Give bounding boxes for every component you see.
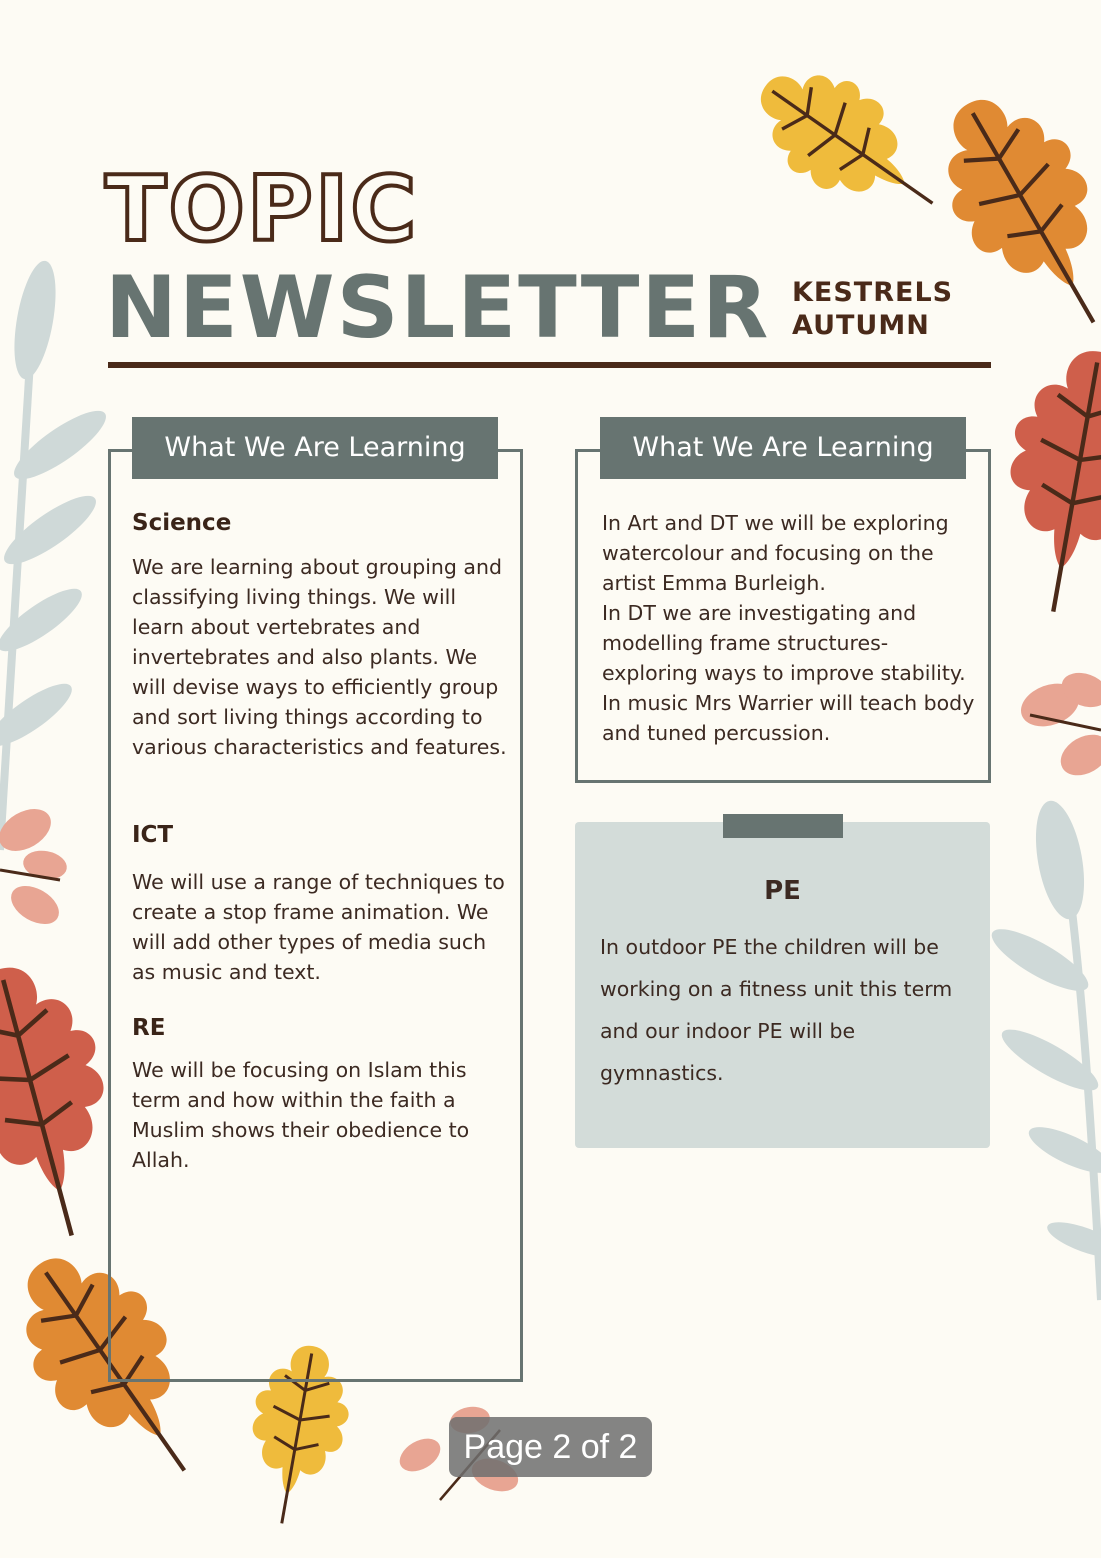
page-indicator: Page 2 of 2 (449, 1417, 652, 1477)
leaf-pink-right (1015, 667, 1101, 784)
leaf-red-right (985, 340, 1101, 624)
re-heading: RE (132, 1015, 166, 1041)
right-panel-heading: What We Are Learning (600, 417, 966, 479)
title-newsletter: NEWSLETTER (105, 258, 771, 358)
re-body: We will be focusing on Islam this term and how within the faith a Muslim shows their obedience to Allah. (132, 1058, 470, 1172)
leaf-yellow-top (735, 43, 963, 247)
term-name: AUTUMN (792, 310, 930, 341)
class-name: KESTRELS (792, 277, 954, 308)
dt-line: In DT we are investigating and modelling frame structures- exploring ways to improve stability. (602, 601, 966, 685)
music-line: In music Mrs Warrier will teach body and tuned percussion. (602, 691, 975, 745)
science-heading: Science (132, 510, 232, 536)
ict-body: We will use a range of techniques to create a stop frame animation. We will add other types of media such as music and text. (132, 870, 505, 984)
tape-decoration (723, 814, 843, 838)
header-divider (108, 362, 991, 368)
ict-heading: ICT (132, 822, 174, 848)
leaf-grey-left (0, 258, 114, 850)
title-topic: TOPIC (105, 157, 419, 262)
pe-body: In outdoor PE the children will be working on a fitness unit this term and our indoor PE will be gymnastics. (600, 935, 953, 1085)
class-term-label (792, 276, 953, 342)
leaf-grey-right (984, 797, 1101, 1300)
science-body: We are learning about grouping and classifying living things. We will learn about vertebrates and invertebrates and also plants. We will devise ways to efficiently group and sort living things according to various characteristics and features. (132, 555, 507, 759)
left-panel-heading: What We Are Learning (132, 417, 498, 479)
right-panel-body (602, 508, 977, 748)
art-dt-line: In Art and DT we will be exploring watercolour and focusing on the artist Emma Burleigh. (602, 511, 949, 595)
leaf-pink-left (0, 800, 69, 931)
pe-title: PE (764, 876, 801, 906)
